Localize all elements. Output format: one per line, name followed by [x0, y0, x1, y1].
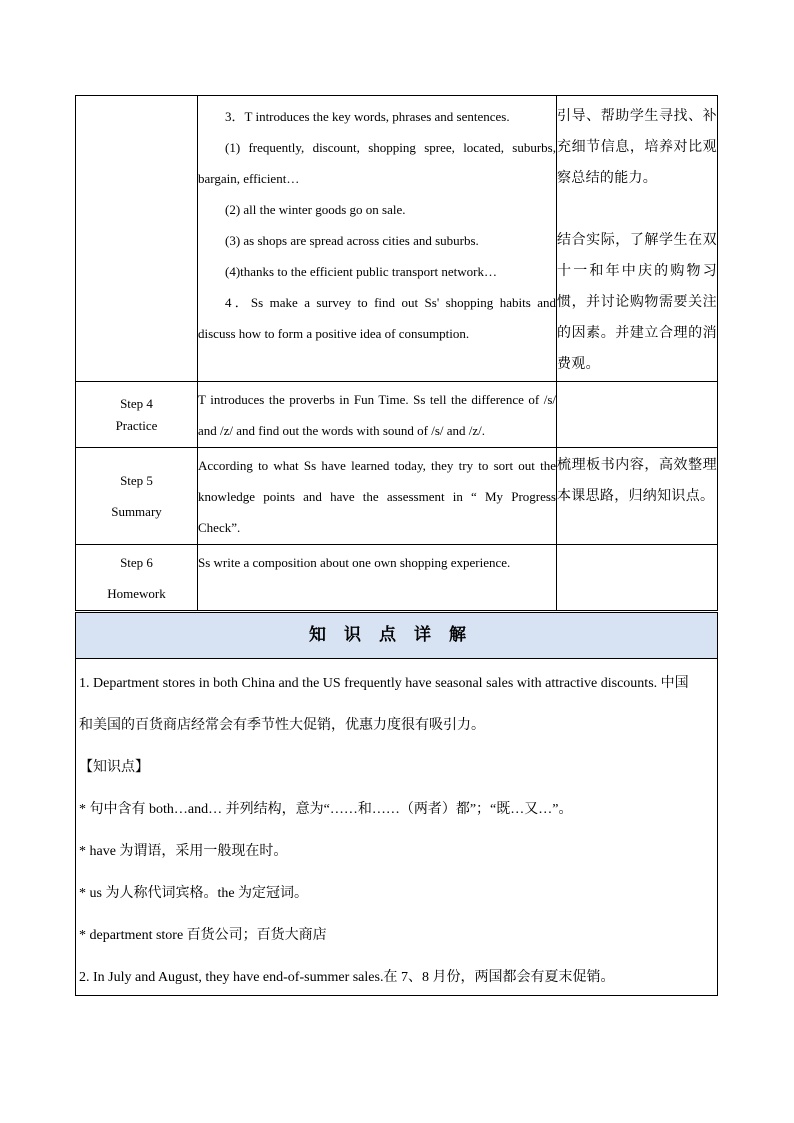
knowledge-section: [75, 612, 718, 996]
activity-item: 3．T introduces the key words, phrases and sentences.: [225, 109, 510, 124]
activity-cell: Ss write a composition about one own shopping experience.: [198, 545, 557, 611]
step-name: Homework: [107, 585, 166, 601]
table-row: [76, 382, 718, 448]
activity-item: (2) all the winter goods go on sale.: [225, 202, 406, 217]
table-row: [76, 448, 718, 545]
activity-item: (3) as shops are spread across cities and suburbs.: [225, 233, 479, 248]
activity-item: (1) frequently, discount, shopping spree, located, suburbs, bargain, efficient…: [198, 140, 556, 186]
step-name: Summary: [111, 504, 162, 519]
activity-cell: T introduces the proverbs in Fun Time. Ss tell the difference of /s/ and /z/ and find out the words with sound of /s/ and /z/.: [198, 382, 557, 448]
design-note-cell: [557, 382, 718, 448]
design-note: 结合实际，了解学生在双十一和年中庆的购物习惯，并讨论购物需要关注的因素。并建立合理的消费观。: [557, 233, 717, 372]
lesson-plan-table: [75, 95, 718, 611]
step-number: Step 5: [120, 473, 153, 488]
step-number: Step 6: [120, 554, 153, 570]
knowledge-content: [76, 663, 717, 999]
design-note-cell: 梳理板书内容，高效整理本课思路，归纳知识点。: [557, 448, 718, 545]
step-number: Step 4: [120, 395, 153, 411]
design-note-cell: [557, 545, 718, 611]
knowledge-line: 1. Department stores in both China and the US frequently have seasonal sales with attractive discounts. 中国: [79, 676, 689, 691]
table-row: [76, 545, 718, 611]
activity-cell: [198, 96, 557, 382]
step-cell: [76, 382, 198, 448]
step-name: Practice: [115, 417, 158, 433]
activity-item: 4．Ss make a survey to find out Ss' shopping habits and discuss how to form a positive idea of consumption.: [198, 295, 556, 341]
activity-item: (4)thanks to the efficient public transport network…: [225, 264, 497, 279]
section-heading: 知识点详解: [76, 612, 717, 659]
knowledge-line: 和美国的百货商店经常会有季节性大促销，优惠力度很有吸引力。: [79, 718, 485, 733]
knowledge-line: * have 为谓语，采用一般现在时。: [79, 844, 288, 859]
knowledge-line: * us 为人称代词宾格。the 为定冠词。: [79, 886, 309, 901]
design-note: 引导、帮助学生寻找、补充细节信息，培养对比观察总结的能力。: [557, 109, 717, 186]
knowledge-line: * 句中含有 both…and… 并列结构，意为“……和……（两者）都”；“既…又…”。: [79, 802, 573, 817]
knowledge-line: * department store 百货公司；百货大商店: [79, 928, 327, 943]
step-cell: [76, 448, 198, 545]
design-note-cell: [557, 96, 718, 382]
step-cell: [76, 545, 198, 611]
knowledge-line: 2. In July and August, they have end-of-summer sales.在 7、8 月份，两国都会有夏末促销。: [79, 970, 615, 985]
knowledge-line: 【知识点】: [79, 760, 149, 775]
activity-cell: According to what Ss have learned today, they try to sort out the knowledge points and have the assessment in “ My Progress Check”.: [198, 448, 557, 545]
step-cell: [76, 96, 198, 382]
table-row: [76, 96, 718, 382]
